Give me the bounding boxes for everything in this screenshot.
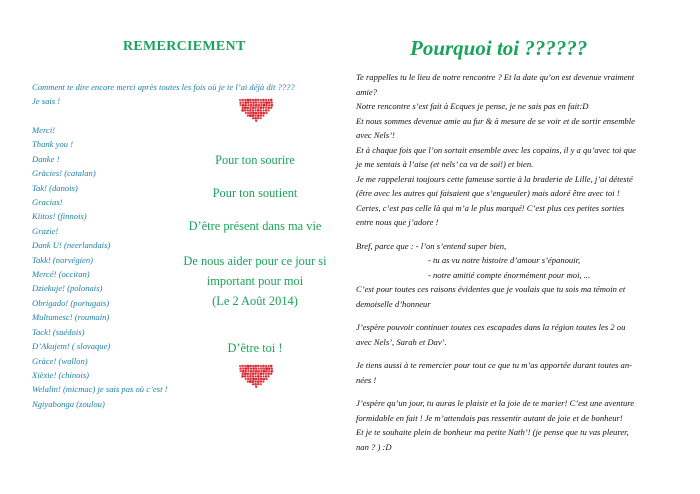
thanks-item: Tack! (suédois) <box>32 326 85 337</box>
letter-line: nan ? ) :D <box>356 441 392 452</box>
letter-line: formidable en fait ! Je m’attendais pas ressentir autant de joie et de bonheur! <box>356 412 623 423</box>
intro-line: Je sais ! <box>32 96 61 106</box>
thanks-item: Grazie! <box>32 225 59 236</box>
letter-line: J’espère qu’un jour, tu auras le plaisir et la joie de te marier! C’est une aventure <box>356 398 635 408</box>
thanks-item: Thank you ! <box>32 139 74 150</box>
letter-line: avec Nels’, Sarah et Dav’. <box>356 336 447 347</box>
thanks-item: Merci! <box>32 125 56 135</box>
left-page <box>30 0 350 494</box>
letter-line: avec Nels’! <box>356 130 395 140</box>
letter-line: C’est pour toutes ces raisons évidentes que je voulais que tu sois ma témoin et <box>356 284 626 294</box>
thanks-item: D’Akujem! ( slovaque) <box>32 341 111 352</box>
thanks-item: Dziekuje! (polonais) <box>32 283 103 294</box>
letter-line: - notre amitié compte énormément pour moi, ... <box>428 269 591 280</box>
letter-line: Certes, c’est pas celle là qui m’a le plus marqué! C’est plus ces petites sorties <box>356 202 625 213</box>
letter-line: demoiselle d’honneur <box>356 298 431 309</box>
center-line-be-you: D’être toi ! <box>227 341 283 355</box>
letter-line: Notre rencontre s’est fait à Ecques je pense, je ne sais pas en fait:D <box>356 101 589 111</box>
thanks-item: Welalin! (micmac) je sais pas où c’est ! <box>32 384 168 395</box>
thanks-item: Ngiyabonga (zoulou) <box>32 398 105 409</box>
intro-line: Comment te dire encore merci après toutes les fois où je te l’ai déjà dit ???? <box>32 82 295 92</box>
thanks-item: Takk! (norvégien) <box>32 254 94 265</box>
center-line-part: (Le 2 Août 2014) <box>212 294 298 308</box>
thanks-item: Gracias! <box>32 197 63 208</box>
thanks-item: Multumesc! (roumain) <box>32 312 110 323</box>
letter-line: Et à chaque fois que l’on sortait ensemble avec les copains, il y a qu’avec toi que <box>356 144 636 155</box>
letter-line: amie? <box>356 86 378 97</box>
letter-line: Je me rappelerai toujours cette fameuse sortie à la braderie de Lille, j’ai détesté <box>356 173 633 184</box>
center-line-presence: D’être présent dans ma vie <box>188 219 322 233</box>
letter-line: Je tiens aussi à te remercier pour tout ce que tu m’as apportée durant toutes an- <box>356 360 632 370</box>
thanks-item: Kiitos! (finnois) <box>32 211 87 222</box>
letter-line: J’espère pouvoir continuer toutes ces escapades dans la région toutes les 2 ou <box>356 322 626 332</box>
letter-line: (être avec les autres qui faisaient que s’engueuler) mais adoré être avec toi ! <box>356 188 620 198</box>
letter-line: Et nous sommes devenue amie au fur & à mesure de se voir et de sortir ensemble <box>356 115 635 126</box>
right-page <box>355 0 685 494</box>
letter-line: entre nous que j’adore ! <box>356 217 439 227</box>
heart-icon <box>238 98 274 132</box>
center-line-part: important pour moi <box>206 274 304 288</box>
letter-line: nées ! <box>356 374 377 385</box>
letter-body <box>356 70 676 454</box>
intro-text <box>32 80 332 108</box>
heart-icon <box>238 364 274 398</box>
left-title: REMERCIEMENT <box>123 39 246 54</box>
thanks-item: Xièxie! (chinois) <box>32 369 90 380</box>
thanks-item: Mercé! (occitan) <box>32 269 90 280</box>
center-line-part: De nous aider pour ce jour si <box>183 254 327 268</box>
thanks-item: Dank U! (neerlandais) <box>32 240 111 251</box>
letter-line: Te rappelles tu le lieu de notre rencontre ? Et la date qu’on est devenue vraiment <box>356 72 635 82</box>
center-line-help <box>160 251 350 311</box>
thanks-item: Gràcies! (catalan) <box>32 168 96 179</box>
thanks-item: Tak! (danois) <box>32 182 78 193</box>
letter-line: - tu as vu notre histoire d’amour s’épanouir, <box>428 255 581 265</box>
letter-line: Bref, parce que : - l’on s’entend super bien, <box>356 240 507 251</box>
right-title: Pourquoi toi ?????? <box>410 36 588 60</box>
letter-line: je me sentais à l’aise (et nels’ ca va de soi!) et bien. <box>356 159 534 169</box>
thanks-item: Danke ! <box>32 153 60 164</box>
thanks-item: Obrigado! (portugais) <box>32 297 110 308</box>
center-line-support: Pour ton soutient <box>212 186 298 200</box>
center-line-smile: Pour ton sourire <box>215 153 295 167</box>
letter-line: Et je te souhaite plein de bonheur ma petite Nath’! (je pense que tu vas pleurer, <box>356 427 629 437</box>
thanks-item: Gràce! (wallon) <box>32 355 88 366</box>
